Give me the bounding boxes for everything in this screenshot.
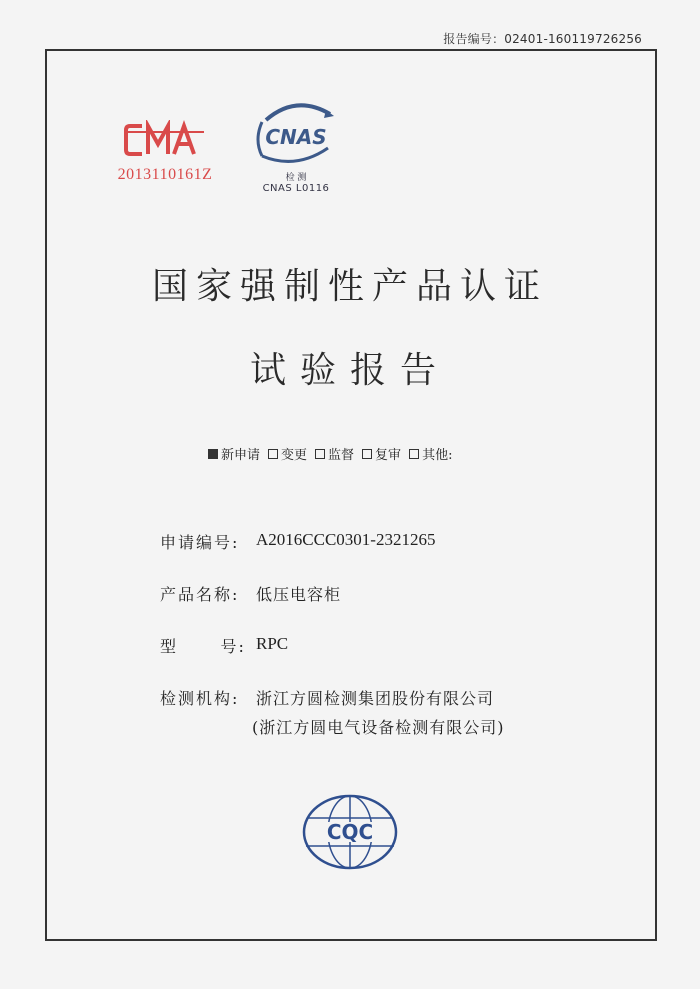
lab-value [252, 686, 505, 738]
cnas-sub: 检 测 [285, 173, 307, 183]
option-supervision[interactable]: 监督 [315, 444, 354, 463]
checkbox-review[interactable] [362, 449, 372, 459]
model-value: RPC [256, 634, 289, 653]
lab-name: 浙江方圆检测集团股份有限公司 [256, 689, 495, 708]
application-no-label: 申请编号: [160, 533, 240, 552]
title-line-2: 试验报告 [249, 350, 450, 391]
cqc-globe-icon [300, 792, 400, 872]
field-row-model [160, 634, 505, 686]
option-other[interactable]: 其他: [409, 444, 452, 463]
field-row-product-name [160, 582, 505, 634]
report-number: 报告编号：02401-160119726256 [443, 32, 642, 46]
option-new[interactable]: 新申请 [208, 444, 260, 463]
application-type-options [208, 444, 452, 463]
checkbox-new[interactable] [208, 449, 218, 459]
lab-label: 检测机构: [160, 689, 240, 708]
cqc-text: CQC [326, 820, 374, 844]
field-row-application-no [160, 530, 505, 582]
cma-emblem-icon [122, 120, 208, 160]
checkbox-change[interactable] [268, 449, 278, 459]
cnas-emblem-icon [248, 100, 344, 170]
report-fields [160, 530, 505, 738]
cnas-code: CNAS L0116 [262, 183, 330, 194]
cnas-logo [246, 100, 346, 194]
cma-logo [100, 120, 230, 184]
cma-number: 2013110161Z [117, 166, 213, 183]
checkbox-supervision[interactable] [315, 449, 325, 459]
application-no-value: A2016CCC0301-2321265 [256, 530, 436, 549]
cqc-logo [300, 792, 400, 872]
cnas-text: CNAS [265, 125, 327, 149]
model-label: 型 号: [160, 637, 246, 656]
title-line-1: 国家强制性产品认证 [151, 266, 548, 307]
checkbox-other[interactable] [409, 449, 419, 459]
lab-subsidiary: (浙江方圆电气设备检测有限公司) [252, 718, 505, 737]
option-review[interactable]: 复审 [362, 444, 401, 463]
product-name-value: 低压电容柜 [256, 585, 342, 604]
field-row-lab [160, 686, 505, 738]
option-change[interactable]: 变更 [268, 444, 307, 463]
product-name-label: 产品名称: [160, 585, 240, 604]
